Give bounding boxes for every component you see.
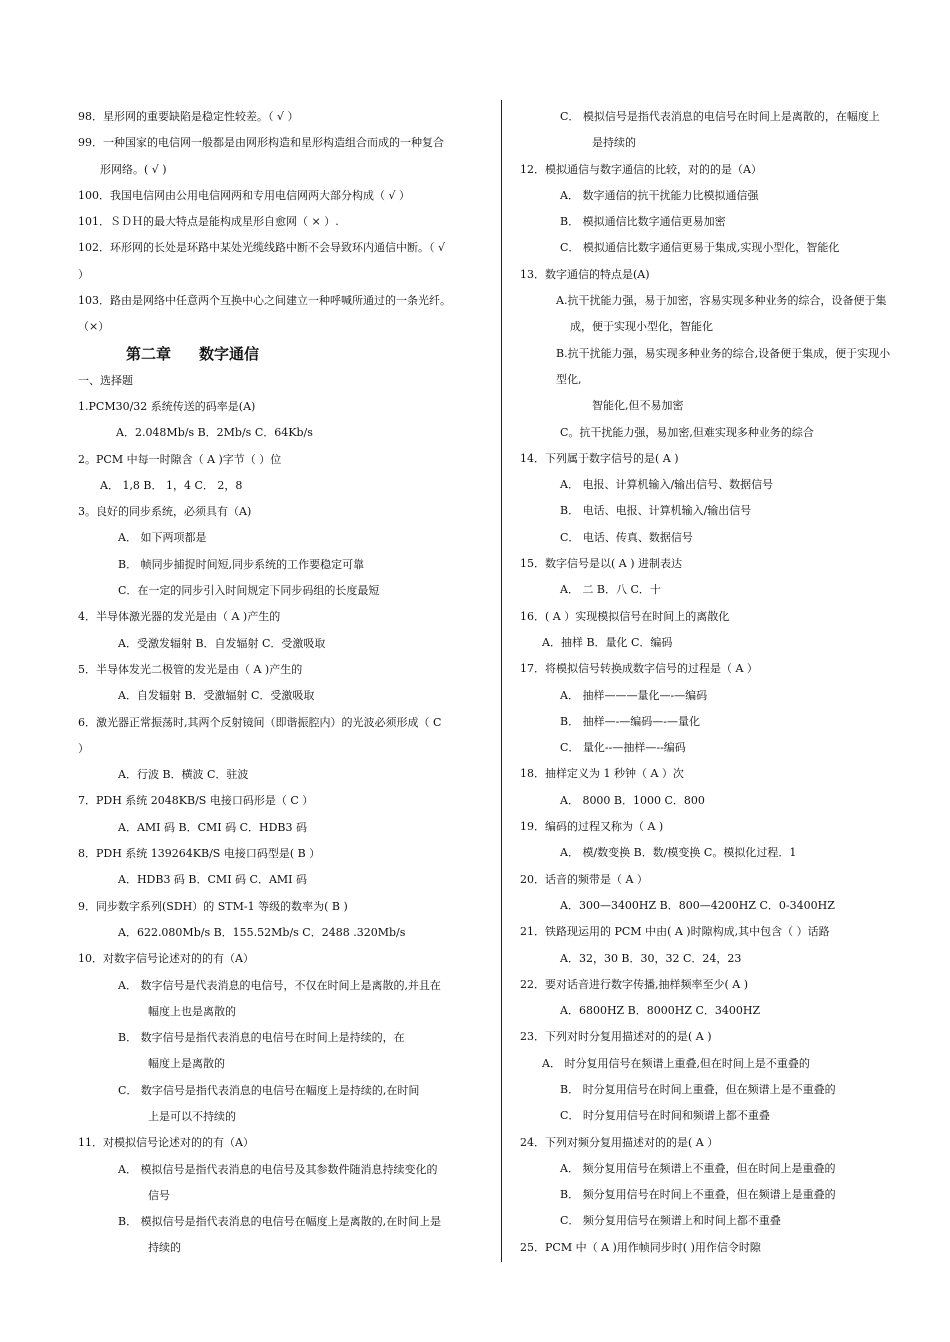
text-line: B.抗干扰能力强，易实现多种业务的综合,设备便于集成，便于实现小 <box>556 346 891 360</box>
text-line: 持续的 <box>148 1241 181 1255</box>
text-line: ） <box>78 741 89 755</box>
text-line: 7．PDH 系统 2048KB/S 电接口码形是（ C ） <box>78 794 314 808</box>
text-line: A．2.048Mb/s B．2Mb/s C．64Kb/s <box>116 426 313 440</box>
text-line: 103．路由是网络中任意两个互换中心之间建立一种呼喊所通过的一条光纤。 <box>78 294 451 308</box>
text-line: B． 频分复用信号在时间上不重叠，但在频谱上是重叠的 <box>560 1188 836 1202</box>
text-line: 6．激光器正常振荡时,其两个反射镜间（即谐振腔内）的光波必须形成（ C <box>78 715 442 729</box>
text-line: 上是可以不持续的 <box>148 1109 236 1123</box>
text-line: A．6800HZ B．8000HZ C．3400HZ <box>560 1004 761 1018</box>
chapter-number: 第二章 <box>126 344 172 363</box>
text-line: 信号 <box>148 1188 170 1202</box>
text-line: 幅度上是离散的 <box>148 1057 225 1071</box>
text-line: 是持续的 <box>592 136 636 150</box>
text-line: 11．对模拟信号论述对的的有（A） <box>78 1136 254 1150</box>
text-line: A． 模/数变换 B．数/模变换 C。模拟化过程．1 <box>560 846 797 860</box>
text-line: 19．编码的过程又称为（ A ) <box>520 820 664 834</box>
right-column <box>520 104 930 1261</box>
text-line: A．受激发辐射 B．自发辐射 C．受激吸取 <box>118 636 326 650</box>
text-line: A.抗干扰能力强，易于加密，容易实现多种业务的综合，设备便于集 <box>556 294 887 308</box>
text-line: 24．下列对频分复用描述对的的是( A ） <box>520 1135 719 1149</box>
text-line: A．622.080Mb/s B．155.52Mb/s C．2488 .320Mb/s <box>118 925 406 939</box>
column-divider <box>501 100 502 1262</box>
text-line: A． 抽样———量化—-—编码 <box>560 688 708 702</box>
text-line: C． 频分复用信号在频谱上和时间上都不重叠 <box>560 1214 781 1228</box>
text-line: 10．对数字信号论述对的的有（A） <box>78 952 254 966</box>
text-line: 一、选择题 <box>78 373 133 387</box>
text-line: B． 时分复用信号在时间上重叠，但在频谱上是不重叠的 <box>560 1082 836 1096</box>
text-line: C． 数字信号是指代表消息的电信号在幅度上是持续的,在时间 <box>118 1083 420 1097</box>
text-line: A． 频分复用信号在频谱上不重叠，但在时间上是重叠的 <box>560 1161 836 1175</box>
text-line: 102．环形网的长处是环路中某处光缆线路中断不会导致环内通信中断。（ √ <box>78 241 445 255</box>
text-line: 21．铁路现运用的 PCM 中由( A )时隙构成,其中包含（ ）话路 <box>520 925 830 939</box>
text-line: 20．话音的频带是（ A ） <box>520 872 648 886</box>
text-line: 22．要对话音进行数字传播,抽样频率至少( A ) <box>520 977 749 991</box>
text-line: 18．抽样定义为 1 秒钟（ A ）次 <box>520 767 684 781</box>
text-line: 成，便于实现小型化，智能化 <box>570 320 713 334</box>
text-line: A．HDB3 码 B．CMI 码 C．AMI 码 <box>118 873 307 887</box>
text-line: A．抽样 B．量化 C．编码 <box>542 635 673 649</box>
text-line: C． 模拟通信比数字通信更易于集成,实现小型化，智能化 <box>560 241 840 255</box>
text-line: 17．将模拟信号转换成数字信号的过程是（ A ） <box>520 662 758 676</box>
text-line: C． 模拟信号是指代表消息的电信号在时间上是离散的，在幅度上 <box>560 110 880 123</box>
text-line: B． 抽样—-—编码—-—量化 <box>560 714 701 728</box>
text-line: 4．半导体激光器的发光是由（ A )产生的 <box>78 610 281 624</box>
text-line: A． 8000 B．1000 C．800 <box>560 793 705 807</box>
text-line: 型化, <box>556 372 582 386</box>
text-line: A． 1,8 B． 1，4 C． 2，8 <box>100 478 243 492</box>
text-line: 16．( A ）实现模拟信号在时间上的离散化 <box>520 609 730 623</box>
text-line: 14．下列属于数字信号的是( A ) <box>520 451 679 465</box>
text-line: A． 时分复用信号在频谱上重叠,但在时间上是不重叠的 <box>542 1056 810 1070</box>
text-line: 形网络。( √ ) <box>100 162 167 176</box>
text-line: A．32，30 B．30，32 C．24，23 <box>560 951 742 965</box>
text-line: 幅度上也是离散的 <box>148 1004 236 1018</box>
text-line: B． 数字信号是指代表消息的电信号在时间上是持续的，在 <box>118 1031 405 1045</box>
text-line: 5．半导体发光二极管的发光是由（ A )产生的 <box>78 662 303 676</box>
text-line: A． 电报、计算机输入/输出信号、数据信号 <box>560 478 774 492</box>
text-line: 98．星形网的重要缺陷是稳定性较差。（ √ ） <box>78 110 299 123</box>
text-line: A．行波 B．横波 C．驻波 <box>118 768 249 782</box>
text-line: A．300—3400HZ B．800—4200HZ C．0-3400HZ <box>560 898 835 912</box>
text-line: C．在一定的同步引入时间规定下同步码组的长度最短 <box>118 584 380 598</box>
text-line: B． 电话、电报、计算机输入/输出信号 <box>560 504 752 518</box>
text-line: 2。PCM 中每一时隙含（ A )字节（ ）位 <box>78 452 282 466</box>
text-line: 12．模拟通信与数字通信的比较，对的的是（A） <box>520 162 762 176</box>
chapter-title: 数字通信 <box>199 344 260 363</box>
text-line: C。抗干扰能力强，易加密,但难实现多种业务的综合 <box>560 425 814 439</box>
text-line: 8．PDH 系统 139264KB/S 电接口码型是( B ） <box>78 847 321 861</box>
text-line: B． 模拟信号是指代表消息的电信号在幅度上是离散的,在时间上是 <box>118 1215 442 1229</box>
text-line: A． 数字通信的抗干扰能力比模拟通信强 <box>560 188 759 202</box>
text-line: A． 模拟信号是指代表消息的电信号及其参数件随消息持续变化的 <box>118 1162 438 1176</box>
text-line: C． 时分复用信号在时间和频谱上都不重叠 <box>560 1109 770 1123</box>
text-line: 1.PCM30/32 系统传送的码率是(A) <box>78 399 256 413</box>
chapter-heading <box>78 341 484 368</box>
text-line: B． 模拟通信比数字通信更易加密 <box>560 215 726 229</box>
text-line: 9．同步数字系列(SDH）的 STM-1 等级的数率为( B ) <box>78 899 348 913</box>
text-line: 13．数字通信的特点是(A) <box>520 267 650 281</box>
text-line: ） <box>78 267 89 281</box>
text-line: B． 帧同步捕捉时间短,同步系统的工作要稳定可靠 <box>118 557 365 571</box>
text-line: A．自发辐射 B．受激辐射 C．受激吸取 <box>118 689 315 703</box>
text-line: （×） <box>78 320 110 334</box>
text-line: A．AMI 码 B．CMI 码 C．HDB3 码 <box>118 820 307 834</box>
text-line: 101．ＳＤＨ的最大特点是能构成星形自愈网（ × ）. <box>78 215 339 229</box>
text-line: A． 如下两项都是 <box>118 531 207 545</box>
left-column <box>78 104 484 1262</box>
text-line: A． 二 B．八 C．十 <box>560 583 661 597</box>
text-line: 23．下列对时分复用描述对的的是( A ) <box>520 1030 712 1044</box>
text-line: 25．PCM 中（ A )用作帧同步时( )用作信令时隙 <box>520 1240 761 1254</box>
text-line: 100．我国电信网由公用电信网两和专用电信网两大部分构成（ √ ） <box>78 188 410 202</box>
text-line: 15．数字信号是以( A ) 进制表达 <box>520 557 683 571</box>
text-line: 99．一种国家的电信网一般都是由网形构造和星形构造组合而成的一种复合 <box>78 136 444 150</box>
text-line: 智能化,但不易加密 <box>592 399 684 413</box>
text-line: A． 数字信号是代表消息的电信号，不仅在时间上是离散的,并且在 <box>118 978 441 992</box>
text-line: C． 量化--—抽样—--编码 <box>560 741 686 755</box>
text-line: 3。良好的同步系统，必须具有（A) <box>78 505 252 519</box>
text-line: C． 电话、传真、数据信号 <box>560 530 693 544</box>
